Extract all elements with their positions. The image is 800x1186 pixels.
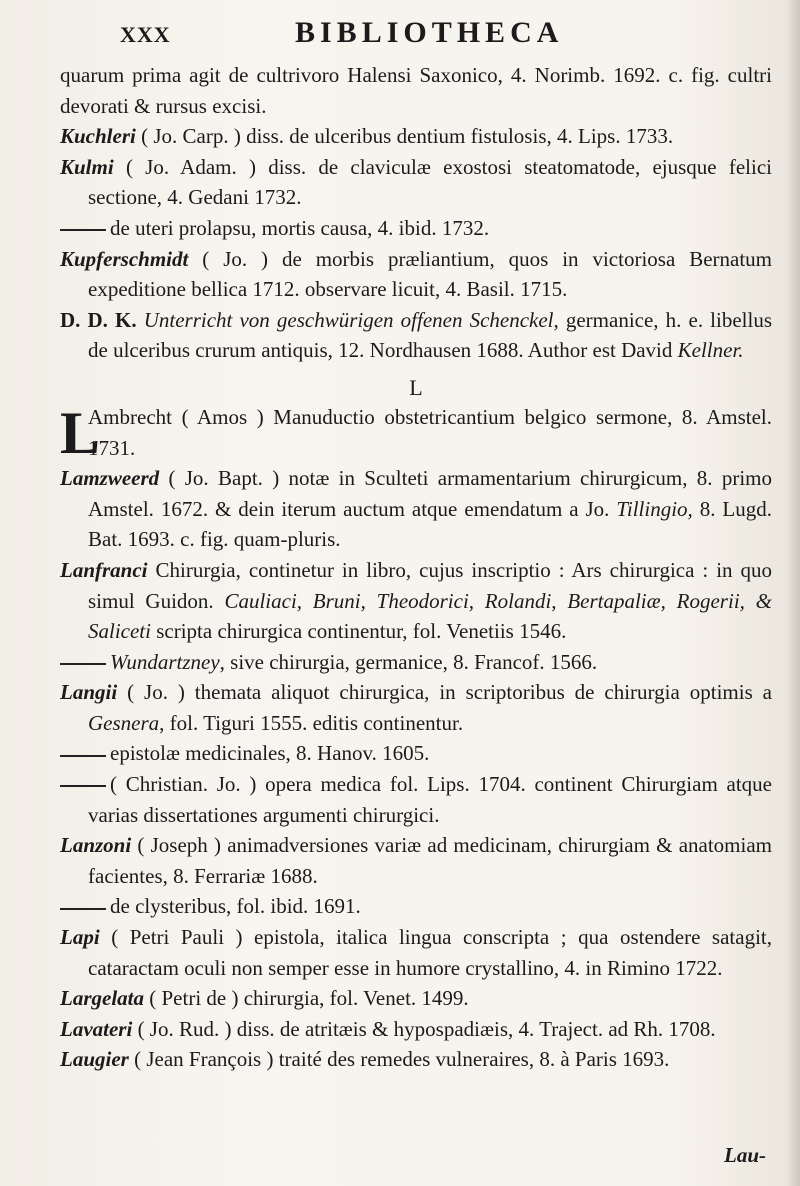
folio-number: XXX (120, 22, 171, 47)
catalogue-entry (60, 1014, 772, 1045)
catalogue-entry (60, 244, 772, 305)
entry-name-list: Cauliaci, Bruni, Theodorici, Rolandi, Bertapaliæ, Rogerii, & Saliceti (88, 588, 772, 644)
entry-author: Langii (60, 680, 118, 705)
catalogue-entry (60, 213, 772, 244)
entry-text: epistolæ medicinales, 8. Hanov. 1605. (110, 741, 430, 766)
entry-text: ( Petri de ) chirurgia, fol. Venet. 1499. (149, 986, 469, 1011)
entry-text: ( Jo. ) themata aliquot chirurgica, in scriptoribus de chirurgia optimis a (127, 680, 772, 705)
page-edge-shadow (786, 0, 800, 1186)
catalogue-entry (60, 463, 772, 555)
entry-title: Unterricht von geschwürigen offenen Schenckel (143, 307, 554, 332)
entry-author: Largelata (60, 986, 144, 1011)
catalogue-entry (60, 769, 772, 830)
ditto-dash (60, 908, 106, 910)
ditto-dash (60, 229, 106, 231)
entry-text: , germanice, h. e. libellus de ulceribus crurum antiquis, 12. Nordhausen 1688. Author est David (88, 307, 773, 363)
entry-author: Ambrecht (88, 404, 172, 429)
catalogue-entry (60, 60, 772, 121)
entry-text: ( Jo. Bapt. ) notæ in Sculteti armamentarium chirurgicum, 8. primo Amstel. 1672. & dein iterum auctum atque emendatum a Jo. (88, 466, 773, 521)
entry-author: Lavateri (60, 1016, 133, 1041)
catalogue-entry (60, 830, 772, 891)
entry-text: Chirurgia, continetur in libro, cujus inscriptio : Ars chirurgica : in quo simul Guidon. (88, 557, 773, 613)
entry-author-name: Kellner. (677, 338, 744, 363)
entry-author: Lanfranci (60, 557, 148, 582)
entry-author: Kupferschmidt (60, 246, 189, 271)
catchword: Lau- (724, 1143, 766, 1167)
entry-text: ( Jo. Carp. ) diss. de ulceribus dentium fistulosis, 4. Lips. 1733. (141, 124, 674, 149)
catalogue-entry (60, 305, 772, 366)
entry-text: ( Jean François ) traité des remedes vulneraires, 8. à Paris 1693. (134, 1047, 670, 1072)
entry-name: Gesnera (88, 710, 160, 735)
entry-author: Lapi (60, 925, 100, 950)
entry-author: Lamzweerd (60, 466, 160, 491)
entry-text: ( Jo. Adam. ) diss. de claviculæ exostosi steatomatode, ejusque felici sectione, 4. Gedani 1732. (88, 154, 772, 210)
ditto-dash (60, 663, 106, 665)
catalogue-entry (60, 891, 772, 922)
entry-text: ( Joseph ) animadversiones variæ ad medicinam, chirurgiam & anatomiam facientes, 8. Ferrariæ 1688. (88, 833, 772, 888)
entry-text-continued: 8. Lugd. Bat. 1693. c. fig. quam-pluris. (88, 496, 772, 552)
catalogue-entry (60, 399, 772, 466)
entry-author: Lanzoni (60, 833, 132, 858)
running-title: BIBLIOTHECA (295, 16, 564, 49)
catalogue-entry (60, 121, 772, 152)
entry-text: ( Jo. ) de morbis præliantium, quos in victoriosa Bernatum expeditione bellica 1712. observare licuit, 4. Basil. 1715. (88, 246, 772, 302)
catalogue-text (60, 60, 772, 1075)
entry-author: Laugier (60, 1047, 129, 1072)
entry-author: Kulmi (60, 154, 114, 179)
entry-name: Tillingio, (616, 496, 693, 521)
entry-text: ( Jo. Rud. ) diss. de atritæis & hypospadiæis, 4. Traject. ad Rh. 1708. (137, 1016, 716, 1041)
catalogue-entry (60, 647, 772, 678)
catalogue-entry (60, 738, 772, 769)
entry-author: D. D. K. (60, 307, 137, 332)
entry-text: ( Petri Pauli ) epistola, italica lingua conscripta ; qua ostendere satagit, cataractam oculi non semper esse in humore crystallino, 4. in Rimino 1722. (88, 925, 772, 980)
page-header (120, 16, 760, 56)
drop-cap: L (60, 399, 101, 466)
section-letter: L (409, 374, 423, 400)
entry-text-continued: scripta chirurgica continentur, fol. Venetiis 1546. (156, 619, 567, 644)
catalogue-entry (60, 983, 772, 1014)
catalogue-entry (60, 1044, 772, 1075)
catalogue-entry (60, 152, 772, 213)
entry-text: ( Amos ) Manuductio obstetricantium belgico sermone, 8. Amstel. 1731. (88, 404, 772, 460)
entry-text: ( Christian. Jo. ) opera medica fol. Lips. 1704. continent Chirurgiam atque varias dissertationes argumenti chirurgici. (88, 772, 772, 827)
catalogue-entry (60, 555, 772, 647)
entry-text-continued: , fol. Tiguri 1555. editis continentur. (159, 710, 464, 735)
entry-text: quarum prima agit de cultrivoro Halensi Saxonico, 4. Norimb. 1692. c. fig. cultri devorati & rursus excisi. (60, 63, 772, 118)
entry-text: , sive chirurgia, germanice, 8. Francof. 1566. (219, 649, 598, 674)
entry-author: Kuchleri (60, 124, 136, 149)
catalogue-entry (60, 677, 772, 738)
entry-text: de clysteribus, fol. ibid. 1691. (110, 894, 361, 919)
ditto-dash (60, 785, 106, 787)
entry-text: de uteri prolapsu, mortis causa, 4. ibid. 1732. (110, 215, 490, 240)
ditto-dash (60, 755, 106, 757)
entry-title: Wundartzney (110, 649, 220, 674)
catalogue-entry (60, 922, 772, 983)
